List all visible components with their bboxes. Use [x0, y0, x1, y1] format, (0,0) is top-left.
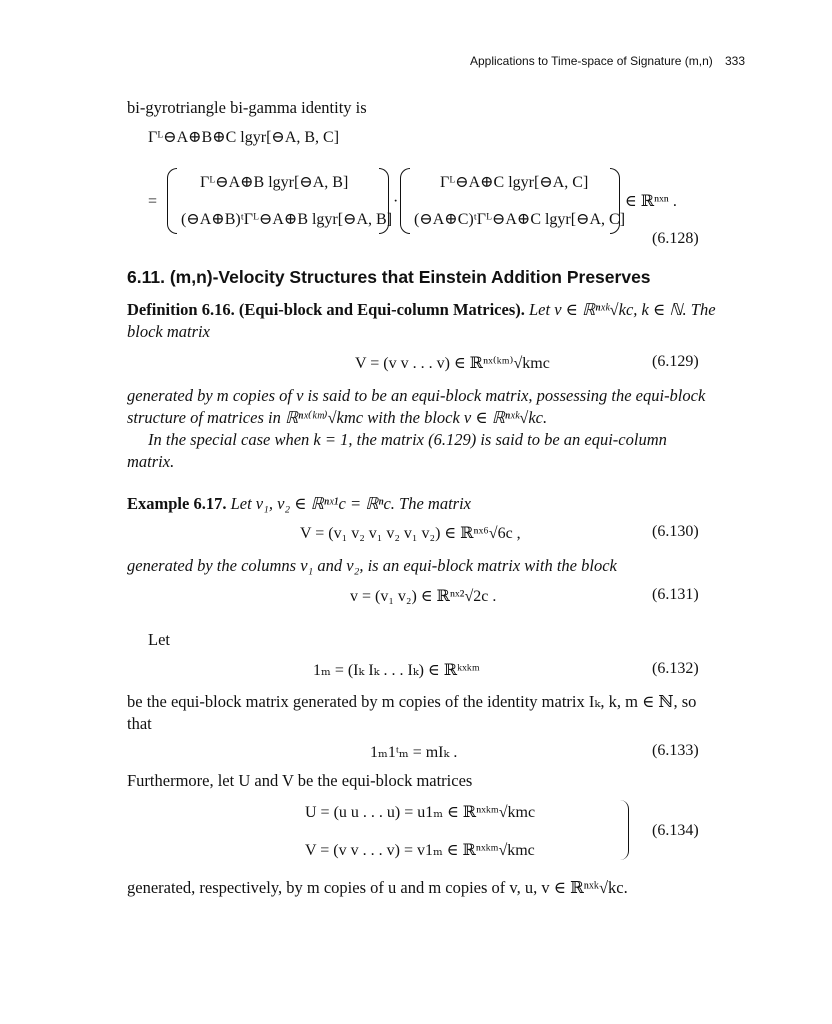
- eq132: 1ₘ = (Iₖ Iₖ . . . Iₖ) ∈ ℝᵏˣᵏᵐ: [313, 662, 480, 679]
- after-line3: Furthermore, let U and V be the equi-block matrices: [127, 771, 473, 790]
- page-number: 333: [725, 54, 746, 68]
- definition-first-line: [127, 300, 716, 320]
- eq134b: V = (v v . . . v) = v1ₘ ∈ ℝⁿˣᵏᵐ√kmc: [305, 842, 535, 859]
- eq134-number: (6.134): [652, 822, 699, 839]
- definition-line2: structure of matrices in ℝⁿˣ⁽ᵏᵐ⁾√kmc with the block v ∈ ℝⁿˣᵏ√kc.: [127, 408, 548, 427]
- definition-intro: Let v ∈ ℝⁿˣᵏ√kc, k ∈ ℕ. The: [529, 300, 716, 319]
- eq133: 1ₘ1ᵗₘ = mIₖ .: [370, 744, 458, 761]
- definition-label: Definition 6.16.: [127, 300, 235, 319]
- definition-line4: matrix.: [127, 452, 175, 471]
- eq133-number: (6.133): [652, 742, 699, 759]
- example-label: Example 6.17.: [127, 494, 227, 513]
- eq128-left-paren-2: [400, 168, 410, 234]
- after-line4: generated, respectively, by m copies of u and m copies of v, u, v ∈ ℝⁿˣᵏ√kc.: [127, 878, 628, 897]
- eq131-number: (6.131): [652, 586, 699, 603]
- eq128-lhs: Γᴸ⊖A⊕B⊕C lgyr[⊖A, B, C]: [148, 129, 340, 146]
- eq128-top-left: Γᴸ⊖A⊕B lgyr[⊖A, B]: [200, 174, 349, 191]
- example-first-line: [127, 494, 471, 514]
- after-line2: that: [127, 714, 152, 733]
- eq128-dot: ·: [393, 193, 399, 210]
- eq134-brace: [620, 800, 629, 860]
- eq130-number: (6.130): [652, 523, 699, 540]
- eq129: V = (v v . . . v) ∈ ℝⁿˣ⁽ᵏᵐ⁾√kmc: [355, 355, 550, 372]
- eq128-top-right: Γᴸ⊖A⊕C lgyr[⊖A, C]: [440, 174, 589, 191]
- eq128-bottom-left: (⊖A⊕B)ᵗΓᴸ⊖A⊕B lgyr[⊖A, B]: [181, 211, 393, 228]
- intro-line: bi-gyrotriangle bi-gamma identity is: [127, 98, 367, 117]
- definition-name: (Equi-block and Equi-column Matrices).: [238, 300, 525, 319]
- let-word: Let: [148, 630, 170, 649]
- definition-line3: In the special case when k = 1, the matrix (6.129) is said to be an equi-column: [148, 430, 667, 449]
- after-line1: be the equi-block matrix generated by m copies of the identity matrix Iₖ, k, m ∈ ℕ, so: [127, 692, 697, 711]
- eq131: v = (v₁ v₂) ∈ ℝⁿˣ²√2c .: [350, 588, 497, 605]
- example-intro: Let v₁, v₂ ∈ ℝⁿˣ¹c = ℝⁿc. The matrix: [230, 494, 472, 513]
- example-line1: generated by the columns v₁ and v₂, is an equi-block matrix with the block: [127, 556, 617, 575]
- eq129-number: (6.129): [652, 353, 699, 370]
- eq134a: U = (u u . . . u) = u1ₘ ∈ ℝⁿˣᵏᵐ√kmc: [305, 804, 536, 821]
- eq128-number: (6.128): [652, 230, 699, 247]
- eq128-right-paren-1: [379, 168, 389, 234]
- section-title: 6.11. (m,n)-Velocity Structures that Einstein Addition Preserves: [127, 267, 651, 287]
- eq130: V = (v₁ v₂ v₁ v₂ v₁ v₂) ∈ ℝⁿˣ⁶√6c ,: [300, 525, 521, 542]
- running-title: Applications to Time-space of Signature (m,n): [470, 54, 713, 68]
- eq128-equals: =: [148, 193, 158, 210]
- definition-intro-2: block matrix: [127, 322, 210, 341]
- eq128-bottom-right: (⊖A⊕C)ᵗΓᴸ⊖A⊕C lgyr[⊖A, C]: [414, 211, 626, 228]
- eq128-left-paren-1: [167, 168, 177, 234]
- eq132-number: (6.132): [652, 660, 699, 677]
- eq128-right-paren-2: [610, 168, 620, 234]
- eq128-space: ∈ ℝⁿˣⁿ .: [625, 193, 677, 210]
- definition-line1: generated by m copies of v is said to be an equi-block matrix, possessing the equi-block: [127, 386, 706, 405]
